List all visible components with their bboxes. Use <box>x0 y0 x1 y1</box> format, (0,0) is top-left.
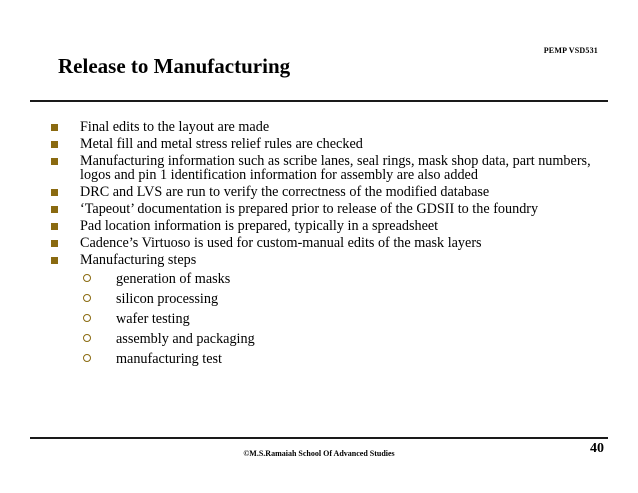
bullet-text: Pad location information is prepared, typically in a spreadsheet <box>80 217 439 234</box>
bullet-text: Manufacturing information such as scribe lanes, seal rings, mask shop data, part numbers, logos and pin 1 identification information for assembly are also added <box>80 153 591 183</box>
slide-title: Release to Manufacturing <box>58 54 291 78</box>
bullet-item <box>48 183 603 200</box>
sub-bullet-text: generation of masks <box>116 271 231 287</box>
bullet-text: DRC and LVS are run to verify the correctness of the modified database <box>80 183 490 200</box>
bullet-item <box>48 155 603 182</box>
bullet-item <box>48 234 603 251</box>
square-bullet-icon <box>51 240 58 247</box>
sub-bullet-text: silicon processing <box>116 291 219 307</box>
sub-bullet-text: assembly and packaging <box>116 331 255 347</box>
footer-institution: ©M.S.Ramaiah School Of Advanced Studies <box>243 449 395 458</box>
bullet-item <box>48 251 603 368</box>
circle-bullet-icon <box>83 334 91 342</box>
bullet-text: Final edits to the layout are made <box>80 119 270 135</box>
bullet-item <box>48 121 603 135</box>
sub-bullet-text: wafer testing <box>116 311 190 327</box>
bullet-text: Cadence’s Virtuoso is used for custom-manual edits of the mask layers <box>80 234 482 251</box>
bullet-text: Manufacturing steps <box>80 251 197 268</box>
sub-bullet-item <box>80 351 603 367</box>
bullet-text: ‘Tapeout’ documentation is prepared prior to release of the GDSII to the foundry <box>80 200 539 217</box>
bullet-text: Metal fill and metal stress relief rules are checked <box>80 136 363 152</box>
square-bullet-icon <box>51 223 58 230</box>
circle-bullet-icon <box>83 354 91 362</box>
square-bullet-icon <box>51 257 58 264</box>
circle-bullet-icon <box>83 294 91 302</box>
page-number: 40 <box>590 441 604 456</box>
circle-bullet-icon <box>83 314 91 322</box>
title-rule <box>30 100 608 102</box>
square-bullet-icon <box>51 124 58 131</box>
footer-rule <box>30 437 608 439</box>
square-bullet-icon <box>51 206 58 213</box>
square-bullet-icon <box>51 158 58 165</box>
square-bullet-icon <box>51 141 58 148</box>
sub-bullet-item <box>80 271 603 287</box>
sub-bullet-text: manufacturing test <box>116 351 222 367</box>
sub-bullet-item <box>80 331 603 347</box>
square-bullet-icon <box>51 189 58 196</box>
sub-bullet-item <box>80 311 603 327</box>
sub-bullet-list <box>80 271 603 367</box>
course-code: PEMP VSD531 <box>543 46 598 55</box>
circle-bullet-icon <box>83 274 91 282</box>
bullet-item <box>48 138 603 152</box>
bullet-list <box>48 121 603 371</box>
sub-bullet-item <box>80 291 603 307</box>
bullet-item <box>48 217 603 234</box>
bullet-item <box>48 200 603 217</box>
